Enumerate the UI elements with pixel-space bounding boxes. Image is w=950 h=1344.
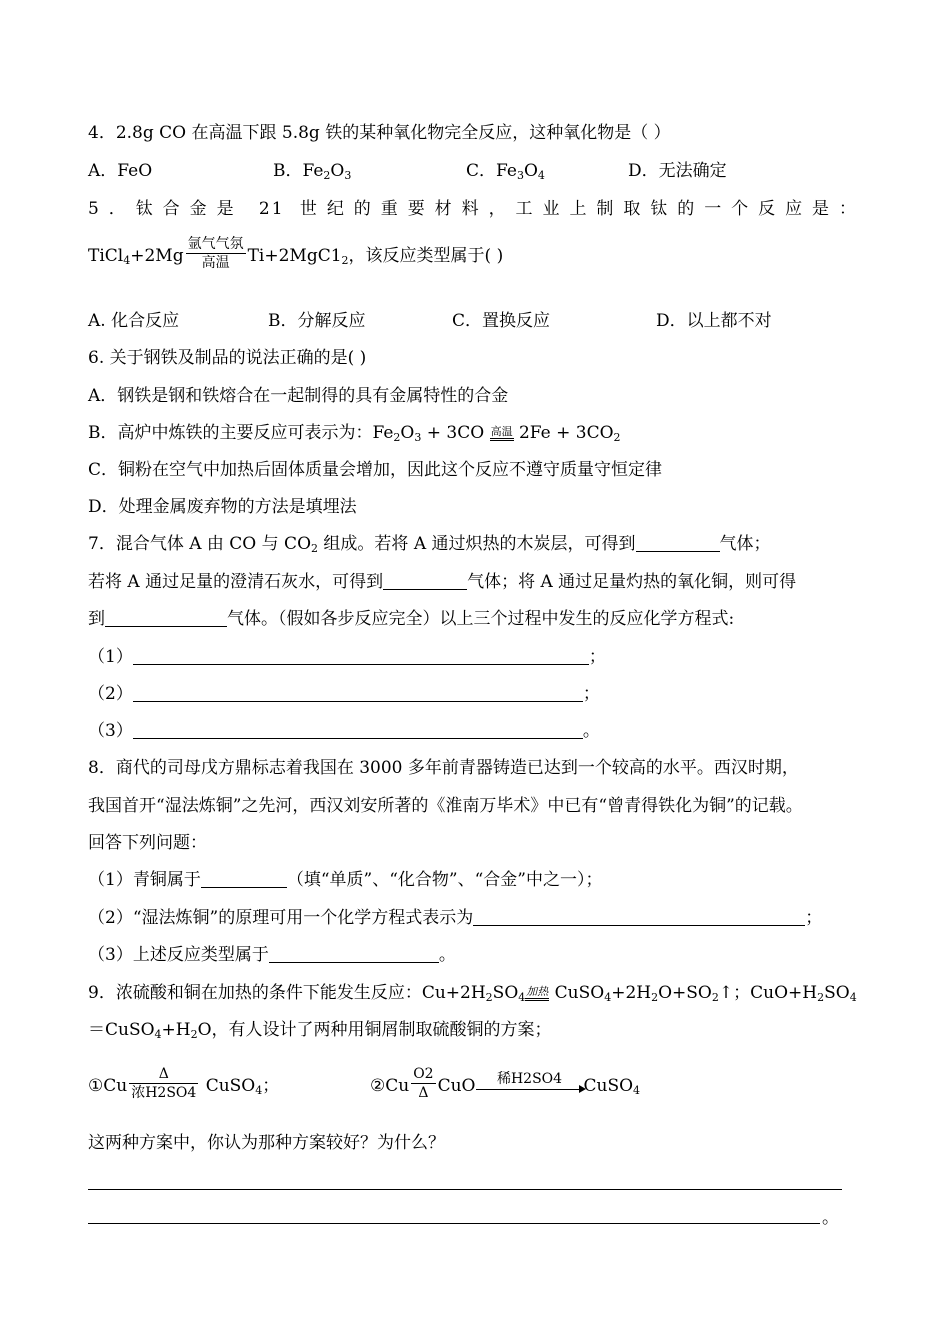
q6-option-a: A．钢铁是钢和铁熔合在一起制得的具有金属特性的合金 [88, 386, 509, 406]
q9-plan-1-condition: $\frac{\Delta}{\text{浓H2SO4}}$ [131, 1066, 197, 1101]
q9-question: 这两种方案中，你认为那种方案较好？为什么？ [88, 1133, 445, 1153]
q9-condition: 加热 [525, 986, 549, 1001]
q5-condition: $\frac{\text{氩气气氛}}{\text{高温}}$ [187, 236, 244, 271]
q5-option-d: D．以上都不对 [656, 311, 772, 331]
q7-equation-blank-3[interactable] [133, 722, 583, 739]
q9-answer-line-1[interactable] [88, 1189, 842, 1190]
q8-line-2: 我国首开“湿法炼铜”之先河，西汉刘安所著的《淮南万毕术》中已有“曾青得铁化为铜”的记载。 [88, 796, 803, 816]
q4-option-a: A．FeO [88, 161, 153, 181]
q9-line-1: 9．浓硫酸和铜在加热的条件下能发生反应：$Cu+2H_2SO_4$加热 $CuSO_4+2H_2O+SO_2↑$；$CuO+H_2SO_4$ [88, 983, 857, 1004]
q6-stem: 6. 关于钢铁及制品的说法正确的是( ) [88, 348, 367, 368]
q6-option-d: D．处理金属废弃物的方法是填埋法 [88, 497, 357, 517]
q5-option-a: A. 化合反应 [88, 311, 180, 331]
q9-answer-line-2[interactable] [88, 1223, 820, 1224]
q6-condition: 高温 [490, 426, 514, 441]
q8-line-1: 8．商代的司母戊方鼎标志着我国在 3000 多年前青器铸造已达到一个较高的水平。西汉时期， [88, 758, 799, 778]
q4-option-b: B．$Fe_2O_3$ [273, 161, 352, 182]
q6-option-c: C．铜粉在空气中加热后固体质量会增加，因此这个反应不遵守质量守恒定律 [88, 460, 663, 480]
q7-line-2: 若将 A 通过足量的澄清石灰水，可得到 气体；将 A 通过足量灼热的氧化铜，则可得 [88, 572, 797, 592]
q9-answer-end: 。 [822, 1208, 839, 1228]
q4-stem: 4．2.8g CO 在高温下跟 5.8g 铁的某种氧化物完全反应，这种氧化物是（ ） [88, 123, 671, 143]
q4-option-d: D．无法确定 [628, 161, 727, 181]
q8-blank-1[interactable] [201, 871, 287, 888]
q8-blank-3[interactable] [269, 946, 439, 963]
q8-line-3: 回答下列问题： [88, 833, 207, 853]
q7-equation-blank-1[interactable] [133, 648, 589, 665]
q7-line-3: 到 气体。（假如各步反应完全）以上三个过程中发生的反应化学方程式: [88, 609, 735, 629]
q9-plan-2-arrow: 稀H2SO4 [476, 1071, 584, 1090]
q4-option-c: C．$Fe_3O_4$ [466, 161, 545, 182]
q8-sub-3: （3）上述反应类型属于 。 [88, 945, 456, 965]
q9-plan-2-condition: $\frac{O2}{\Delta}$ [413, 1066, 434, 1101]
q6-option-b: B．高炉中炼铁的主要反应可表示为：$Fe_2O_3 + 3CO$ 高温 $2Fe + 3CO_2$ [88, 423, 621, 444]
q9-plan-1: ①Cu $\frac{\Delta}{\text{浓H2SO4}}$ CuSO$_4$； [88, 1066, 280, 1101]
q5-option-c: C．置换反应 [452, 311, 551, 331]
q7-line-1: 7．混合气体 A 由 CO 与 $CO_2$ 组成。若将 A 通过炽热的木炭层，可得到 气体； [88, 534, 771, 555]
q8-sub-2: （2）“湿法炼铜”的原理可用一个化学方程式表示为 ； [88, 908, 823, 928]
q7-equation-2: （2） ； [88, 684, 600, 704]
q7-blank-1[interactable] [636, 535, 720, 552]
q7-blank-3[interactable] [105, 610, 227, 627]
q9-line-2: $=CuSO_4+H_2O$，有人设计了两种用铜屑制取硫酸铜的方案； [88, 1020, 552, 1041]
q9-plan-2: ②Cu $\frac{O2}{\Delta}$ CuO 稀H2SO4 CuSO$_4$ [370, 1066, 641, 1101]
q8-sub-1: （1）青铜属于 （填“单质”、“化合物”、“合金”中之一）； [88, 870, 603, 890]
q7-equation-1: （1） ； [88, 647, 606, 667]
q8-blank-2[interactable] [473, 909, 805, 926]
q7-blank-2[interactable] [383, 573, 467, 590]
q7-equation-blank-2[interactable] [133, 685, 583, 702]
q5-option-b: B．分解反应 [268, 311, 366, 331]
q5-stem: 5．钛合金是 21 世纪的重要材料，工业上制取钛的一个反应是： [88, 199, 858, 219]
q5-equation: TiCl$_4$+2Mg $\frac{\text{氩气气氛}}{\text{高温}}$ $Ti+2MgC1_2$，该反应类型属于( ) [88, 236, 504, 271]
q7-equation-3: （3） 。 [88, 721, 600, 741]
